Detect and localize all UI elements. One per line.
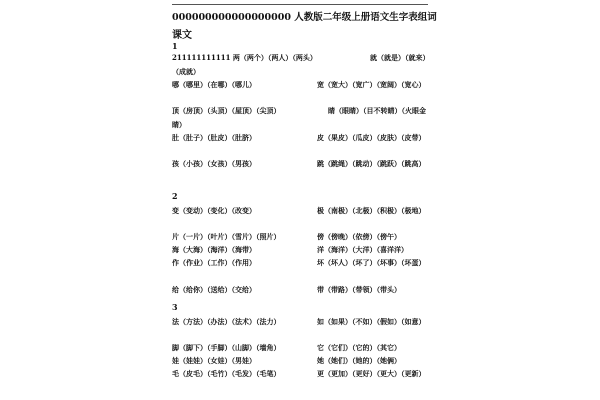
word-line-left: 作（作业）（工作）（作用）: [172, 258, 256, 267]
word-line-right: 如（如果）（不如）（假如）（如意）: [317, 317, 426, 326]
section-number-3: 3: [172, 302, 178, 312]
word-line-left: 毛（皮毛）（毛竹）（毛发）（毛笔）: [172, 369, 281, 378]
word-line-left: 孩（小孩）（女孩）（男孩）: [172, 159, 256, 168]
word-line-left: 法（方法）（办法）（法术）（法力）: [172, 317, 281, 326]
word-line-left: （成就）: [172, 67, 200, 76]
word-line-right: 极（南极）（北极）（积极）（极地）: [317, 206, 426, 215]
word-line-right: 就（就是）（就来）: [370, 53, 430, 62]
word-line-right: 她（她们）（她的）（她俩）: [317, 356, 401, 365]
word-line-right: 它（它们）（它的）（其它）: [317, 343, 401, 352]
word-line-right: 皮（果皮）（瓜皮）（皮肤）（皮带）: [317, 133, 426, 142]
word-line-left: 片（一片）（叶片）（雪片）（照片）: [172, 232, 281, 241]
word-line-right: 傍（傍晚）（依傍）（傍午）: [317, 232, 401, 241]
word-line-right: 睛（眼睛）（目不转睛）（火眼金: [328, 106, 426, 115]
header-rule: [172, 4, 428, 5]
word-line-left: 娃（娃娃）（女娃）（男娃）: [172, 356, 256, 365]
word-line-right: 带（带路）（带领）（带头）: [317, 285, 401, 294]
word-line-right: 坏（坏人）（坏了）（坏事）（坏蛋）: [317, 258, 426, 267]
word-line-right: 更（更加）（更好）（更大）（更新）: [317, 369, 426, 378]
word-line-left: 哪（哪里）（在哪）（哪儿）: [172, 80, 256, 89]
word-line-right: 宽（宽大）（宽广）（宽阔）（宽心）: [317, 80, 426, 89]
section-heading: 课文: [172, 30, 192, 41]
word-line-left: 211111111111 两（两个）（两人）（两头）: [172, 53, 317, 62]
word-line-left: 顶（房顶）（头顶）（屋顶）（尖顶）: [172, 106, 281, 115]
word-line-left: 肚（肚子）（肚皮）（肚脐）: [172, 133, 256, 142]
word-line-right: 洋（海洋）（大洋）（喜洋洋）: [317, 245, 408, 254]
word-line-left: 脚（脚下）（手脚）（山脚）（墙角）: [172, 343, 281, 352]
word-line-right: 跳（跳绳）（跳动）（跳跃）（跳高）: [317, 159, 426, 168]
section-number-1: 1: [172, 41, 178, 51]
word-line-left: 变（变动）（变化）（改变）: [172, 206, 256, 215]
page-title: 000000000000000000 人教版二年级上册语文生字表组词: [172, 12, 437, 23]
word-line-left: 睛）: [172, 120, 186, 129]
word-line-left: 给（给你）（送给）（交给）: [172, 285, 256, 294]
section-number-2: 2: [172, 191, 178, 201]
word-line-left: 海（大海）（海洋）（海带）: [172, 245, 256, 254]
